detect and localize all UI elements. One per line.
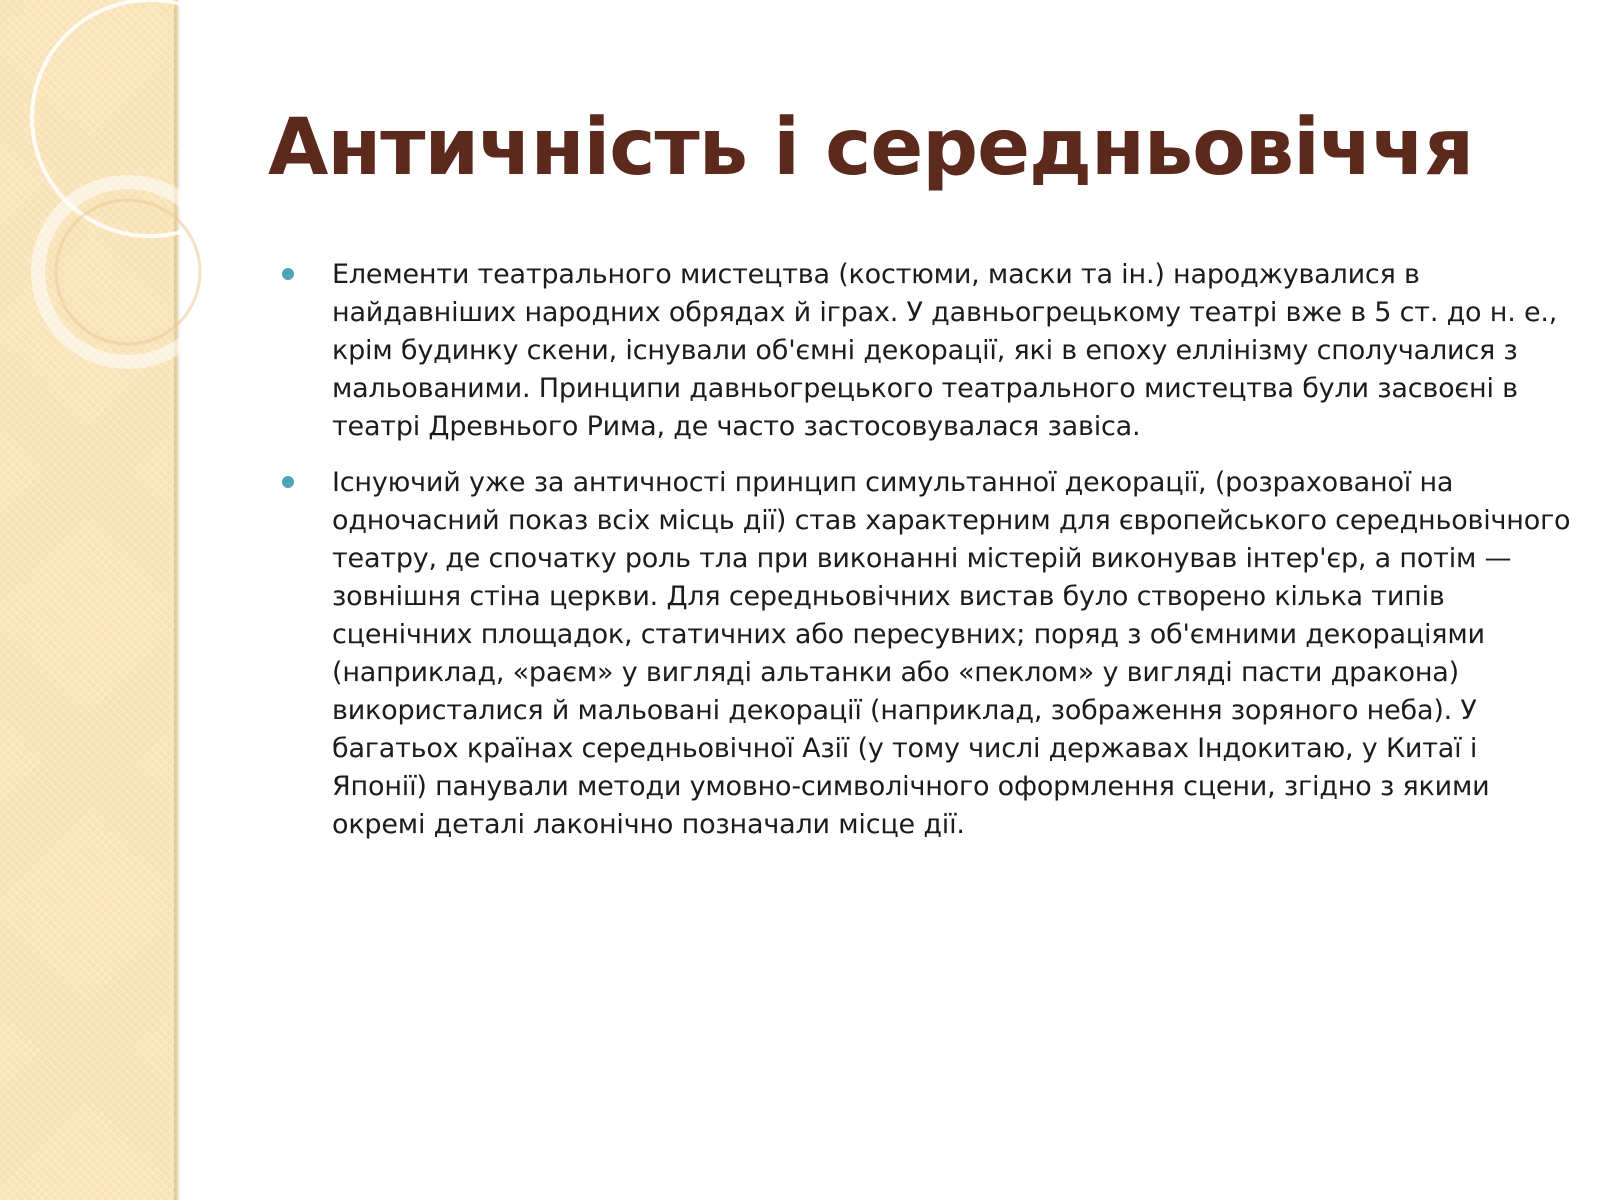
slide-title: Античність і середньовіччя — [268, 103, 1474, 193]
bullet-item — [282, 256, 1572, 446]
bullet-text: Існуючий уже за античності принцип симультанної декорації, (розрахованої на одночасний показ всіх місць дії) став характерним для європейського середньовічного театру, де спочатку роль тла при виконанні містерій виконував інтер'єр, а потім — зовнішня стіна церкви. Для середньовічних вистав було створено кілька типів сценічних площадок, статичних або пересувних; поряд з об'ємними декораціями (наприклад, «раєм» у вигляді альтанки або «пеклом» у вигляді пасти дракона) використалися й мальовані декорації (наприклад, зображення зоряного неба). У багатьох країнах середньовічної Азії (у тому числі державах Індокитаю, у Китаї і Японії) панували методи умовно-символічного оформлення сцени, згідно з якими окремі деталі лаконічно позначали місце дії. — [332, 467, 1571, 840]
bullet-text: Елементи театрального мистецтва (костюми, маски та ін.) народжувалися в найдавніших народних обрядах й іграх. У давньогрецькому театрі вже в 5 ст. до н. е., крім будинку скени, існували об'ємні декорації, які в епоху еллінізму сполучалися з мальованими. Принципи давньогрецького театрального мистецтва були засвоєні в театрі Древнього Рима, де часто застосовувалася завіса. — [332, 259, 1558, 442]
bullet-dot-icon — [282, 476, 294, 488]
bullet-list — [282, 256, 1572, 862]
bullet-item — [282, 464, 1572, 844]
bullet-dot-icon — [282, 268, 294, 280]
decorative-rings-icon — [0, 0, 240, 420]
